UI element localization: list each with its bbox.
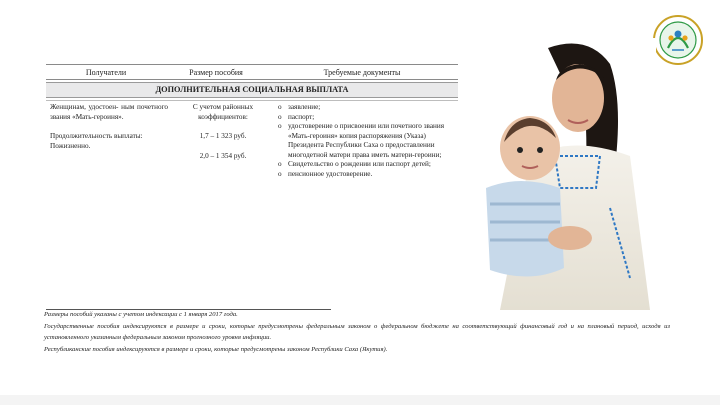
amount-condition: С учетом районных коэффициентов: xyxy=(192,103,254,121)
bullet-icon: o xyxy=(278,103,282,111)
header-recipients: Получатели xyxy=(85,67,127,77)
mother-with-baby-photo xyxy=(460,38,656,310)
bullet-icon: o xyxy=(278,122,282,130)
header-amount: Размер пособия xyxy=(189,67,243,77)
note-2: Государственные пособия индексируются в размере и сроки, которые предусмотрены федеральным законом о федеральном бюджете на соответствующий финансовый год и на плановый период, исходя из установленного указанным федеральным законом прогнозного уровня инфляции. xyxy=(44,322,670,341)
header-documents: Требуемые документы xyxy=(323,67,401,77)
section-title: ДОПОЛНИТЕЛЬНАЯ СОЦИАЛЬНАЯ ВЫПЛАТА xyxy=(46,82,458,98)
list-item: o удостоверение о присвоении или почетного звания «Мать-героиня» копия распоряжения (Указа) Президента Республики Саха о предоставлении многодетной матери права иметь матери-героини; xyxy=(278,122,445,159)
note-3: Республиканские пособия индексируются в размере и сроки, которые предусмотрены законом Республики Саха (Якутия). xyxy=(44,345,388,353)
table-row xyxy=(46,100,458,179)
documents-cell xyxy=(274,101,458,179)
bottom-band xyxy=(0,395,720,405)
bullet-icon: o xyxy=(278,112,282,121)
documents-list xyxy=(278,103,458,179)
amount-value-1: 1,7 – 1 323 руб. xyxy=(199,132,247,140)
list-item: o Свидетельство о рождении или паспорт детей; xyxy=(278,160,431,168)
duration-text: Продолжительность выплаты: Пожизненно. xyxy=(50,132,143,150)
note-1: Размеры пособий указаны с учетом индексации с 1 января 2017 года. xyxy=(44,311,238,318)
benefits-table xyxy=(46,64,458,179)
recipients-text: Женщинам, удостоен- ным почетного звания «Мать-героиня». xyxy=(50,103,168,121)
footnotes xyxy=(44,309,670,355)
list-item: o пенсионное удостоверение. xyxy=(278,169,373,178)
list-item: o паспорт; xyxy=(278,112,315,121)
list-item: o заявление; xyxy=(278,103,321,111)
bullet-icon: o xyxy=(278,169,282,178)
amount-value-2: 2,0 – 1 354 руб. xyxy=(199,151,247,160)
table-header xyxy=(46,64,458,80)
bullet-icon: o xyxy=(278,160,282,168)
ministry-emblem-icon xyxy=(652,14,704,66)
amount-cell xyxy=(172,101,274,179)
recipients-cell xyxy=(46,101,172,179)
